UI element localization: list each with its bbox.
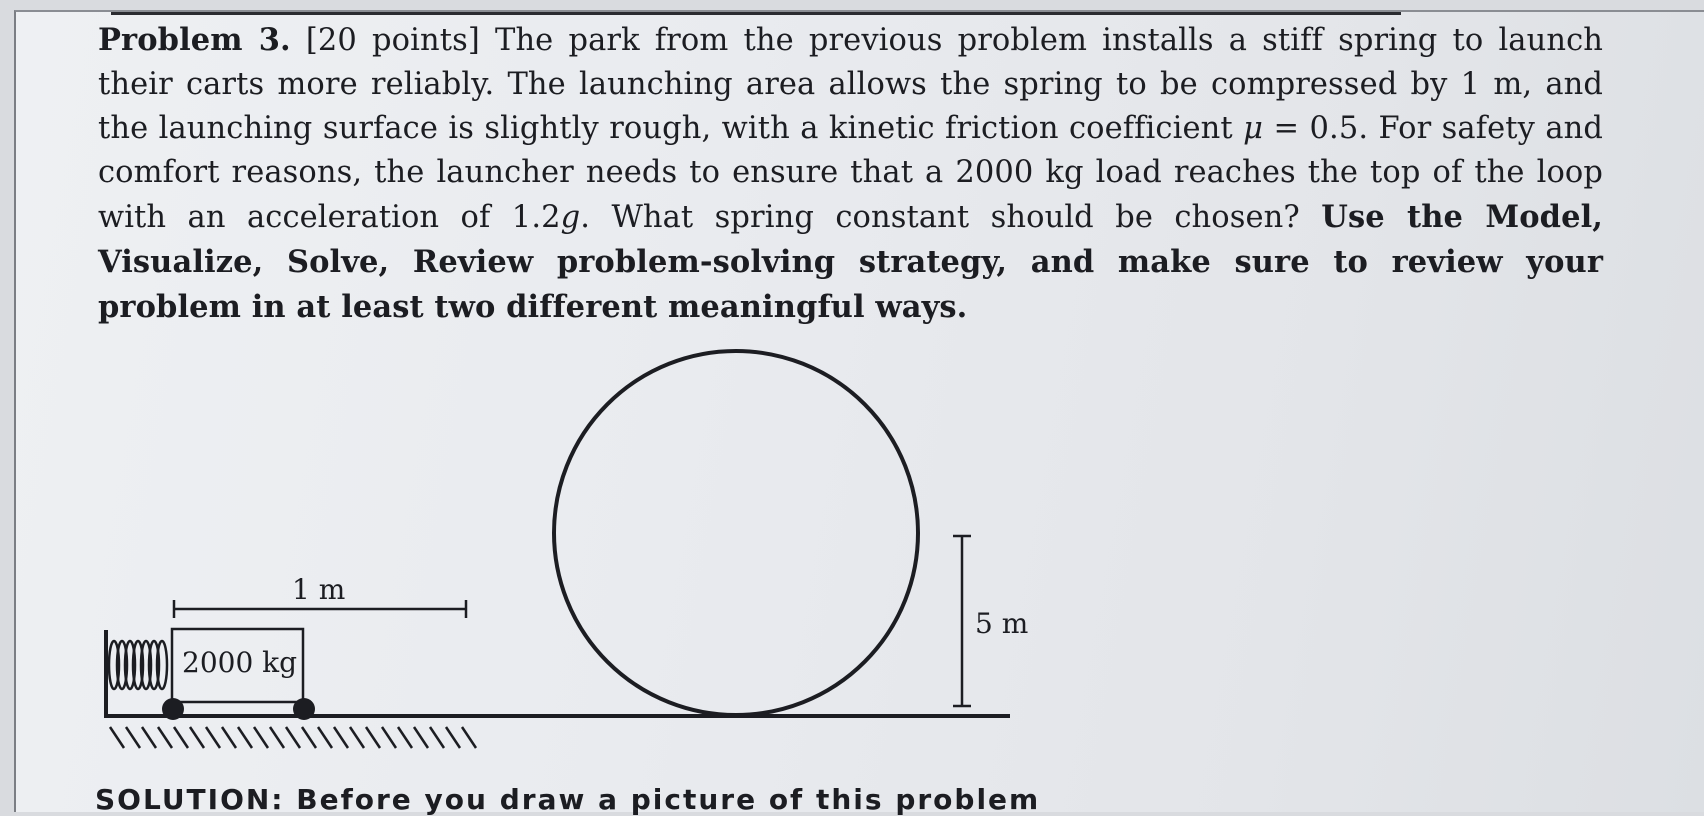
spring <box>109 641 167 689</box>
problem-points: [20 points] <box>305 23 480 58</box>
problem-text-1: The park from the previous problem installs a stiff spring to launch their carts more reliably. The launching area allows the spring to be compressed by 1 m, and the launching surface is slightly rough, with a kinetic friction coefficient <box>98 23 1603 146</box>
loop-circle <box>554 351 918 715</box>
problem-heading: Problem 3. <box>98 22 291 58</box>
compression-label: 1 m <box>292 573 346 606</box>
mu-value: = 0.5. <box>1263 111 1379 146</box>
cart-wheel-right <box>293 698 315 720</box>
problem-instruction: Use the Model, Visualize, Solve, Review problem-solving strategy, and make sure to review your problem in at least two different meaningful ways. <box>98 199 1603 325</box>
cut-off-solution-line: SOLUTION: Before you draw a picture of this problem <box>95 783 1041 816</box>
mass-label: 2000 kg <box>182 646 298 679</box>
mu-symbol: μ <box>1243 111 1264 146</box>
problem-text-3: . What spring constant should be chosen? <box>580 200 1322 235</box>
height-label: 5 m <box>975 607 1029 640</box>
cart-wheel-left <box>162 698 184 720</box>
problem-text-2: For safety and comfort reasons, the launcher needs to ensure that a 2000 kg load reaches the top of the loop with an acceleration of 1.2 <box>98 111 1603 235</box>
g-symbol: g <box>560 200 581 235</box>
ground-hatching <box>110 727 476 748</box>
